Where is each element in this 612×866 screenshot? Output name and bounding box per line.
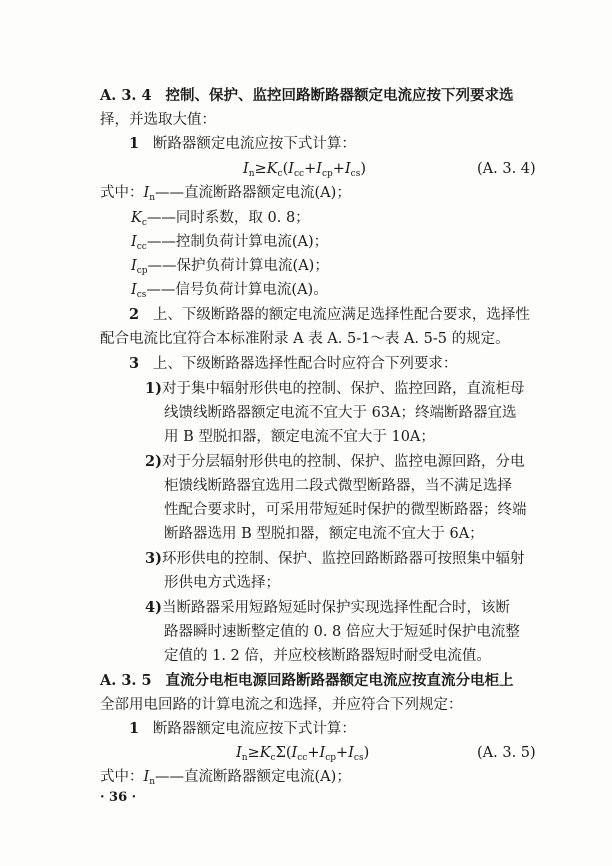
definition-row: [131, 209, 310, 232]
definition-row: [131, 257, 329, 280]
subitem-number: 2): [145, 453, 162, 470]
symbol: K: [131, 210, 142, 226]
subitem-number: 1): [145, 380, 162, 397]
section-number: A. 3. 5: [100, 672, 152, 689]
subitem-text: 对于分层辐射形供电的控制、保护、监控电源回路，分电: [161, 454, 525, 470]
subitem-text: 对于集中辐射形供电的控制、保护、监控回路，直流柜母: [161, 381, 525, 397]
subitem-3: [145, 550, 524, 568]
item-number: 1: [129, 135, 140, 152]
item-1: [129, 135, 356, 153]
symbol: I: [131, 234, 137, 250]
definition-text: ——直流断路器额定电流(A)；: [155, 185, 351, 201]
item-number: 2: [129, 306, 140, 323]
subitem-number: 3): [145, 550, 162, 567]
subitem-number: 4): [145, 599, 162, 616]
item-2: [129, 306, 530, 324]
subitem-text: 路器瞬时速断整定值的 0. 8 倍应大于短延时保护电流整: [164, 624, 520, 640]
subitem-text: 断路器选用 B 型脱扣器，额定电流不宜大于 6A；: [164, 526, 484, 542]
definition-text: ——控制负荷计算电流(A)；: [146, 234, 329, 250]
section-title-line2: 全部用电回路的计算电流之和选择，并应符合下列规定：: [100, 697, 463, 713]
definition-row: [131, 281, 328, 304]
symbol: I: [143, 769, 150, 785]
definition-row: [131, 233, 328, 256]
definition-row: [100, 768, 351, 791]
subitem-2: [145, 453, 524, 471]
symbol-subscript: cc: [136, 242, 147, 252]
where-prefix: 式中：: [100, 769, 144, 785]
definition-row: [100, 184, 351, 207]
symbol-subscript: c: [141, 218, 147, 228]
subitem-text: 形供电方式选择；: [164, 575, 280, 591]
item-text: 断路器额定电流应按下式计算：: [152, 721, 356, 737]
item-1: [129, 720, 356, 738]
subitem-4: [145, 599, 510, 617]
item-text: 断路器额定电流应按下式计算：: [152, 136, 356, 152]
item-3: [129, 355, 457, 373]
item-number: 3: [129, 355, 140, 372]
subitem-1: [145, 380, 524, 398]
item-2-line2: 配合电流比宜符合本标准附录 A 表 A. 5-1～表 A. 5-5 的规定。: [100, 331, 510, 347]
item-number: 1: [129, 720, 140, 737]
equation-label: (A. 3. 5): [477, 745, 536, 761]
formula-a35: $I_n\ge K_c\Sigma(I_{cc}+I_{cp}+I_{cs})$: [236, 745, 370, 763]
equation-label: (A. 3. 4): [477, 161, 536, 177]
definition-text: ——保护负荷计算电流(A)；: [147, 258, 329, 274]
section-title-line2: 择，并选取大值：: [100, 112, 216, 128]
symbol-subscript: cs: [136, 290, 147, 300]
definition-text: ——信号负荷计算电流(A)。: [146, 282, 328, 298]
section-a34-heading: [100, 87, 513, 105]
section-title-line1: 直流分电柜电源回路断路器额定电流应按直流分电柜上: [165, 672, 514, 689]
subitem-text: 柜馈线断路器宜选用二段式微型断路器，当不满足选择: [164, 478, 512, 494]
section-title-line1: 控制、保护、监控回路断路器额定电流应按下列要求选: [165, 87, 514, 104]
symbol: I: [143, 185, 150, 201]
subitem-text: 线馈线断路器额定电流不宜大于 63A；终端断路器宜选: [164, 405, 517, 421]
definition-text: ——直流断路器额定电流(A)；: [155, 769, 351, 785]
where-prefix: 式中：: [100, 185, 144, 201]
item-text: 上、下级断路器选择性配合时应符合下列要求：: [152, 356, 458, 372]
page-number: · 36 ·: [100, 790, 137, 805]
formula-a34: $I_n\ge K_c(I_{cc}+I_{cp}+I_{cs})$: [243, 161, 367, 179]
symbol-subscript: n: [149, 193, 156, 203]
subitem-text: 性配合要求时，可采用带短延时保护的微型断路器；终端: [164, 502, 527, 518]
section-number: A. 3. 4: [100, 87, 152, 104]
subitem-text: 定值的 1. 2 倍，并应校核断路器短时耐受电流值。: [164, 648, 491, 664]
symbol-subscript: cp: [136, 266, 148, 276]
subitem-text: 当断路器采用短路短延时保护实现选择性配合时，该断: [161, 600, 510, 616]
definition-text: ——同时系数，取 0. 8；: [146, 210, 310, 226]
section-a35-heading: [100, 672, 513, 690]
symbol: I: [131, 258, 137, 274]
item-text: 上、下级断路器的额定电流应满足选择性配合要求，选择性: [152, 307, 530, 323]
subitem-text: 环形供电的控制、保护、监控回路断路器可按照集中辐射: [161, 551, 525, 567]
symbol: I: [131, 282, 137, 298]
symbol-subscript: n: [149, 777, 156, 787]
subitem-text: 用 B 型脱扣器，额定电流不宜大于 10A；: [164, 429, 435, 445]
